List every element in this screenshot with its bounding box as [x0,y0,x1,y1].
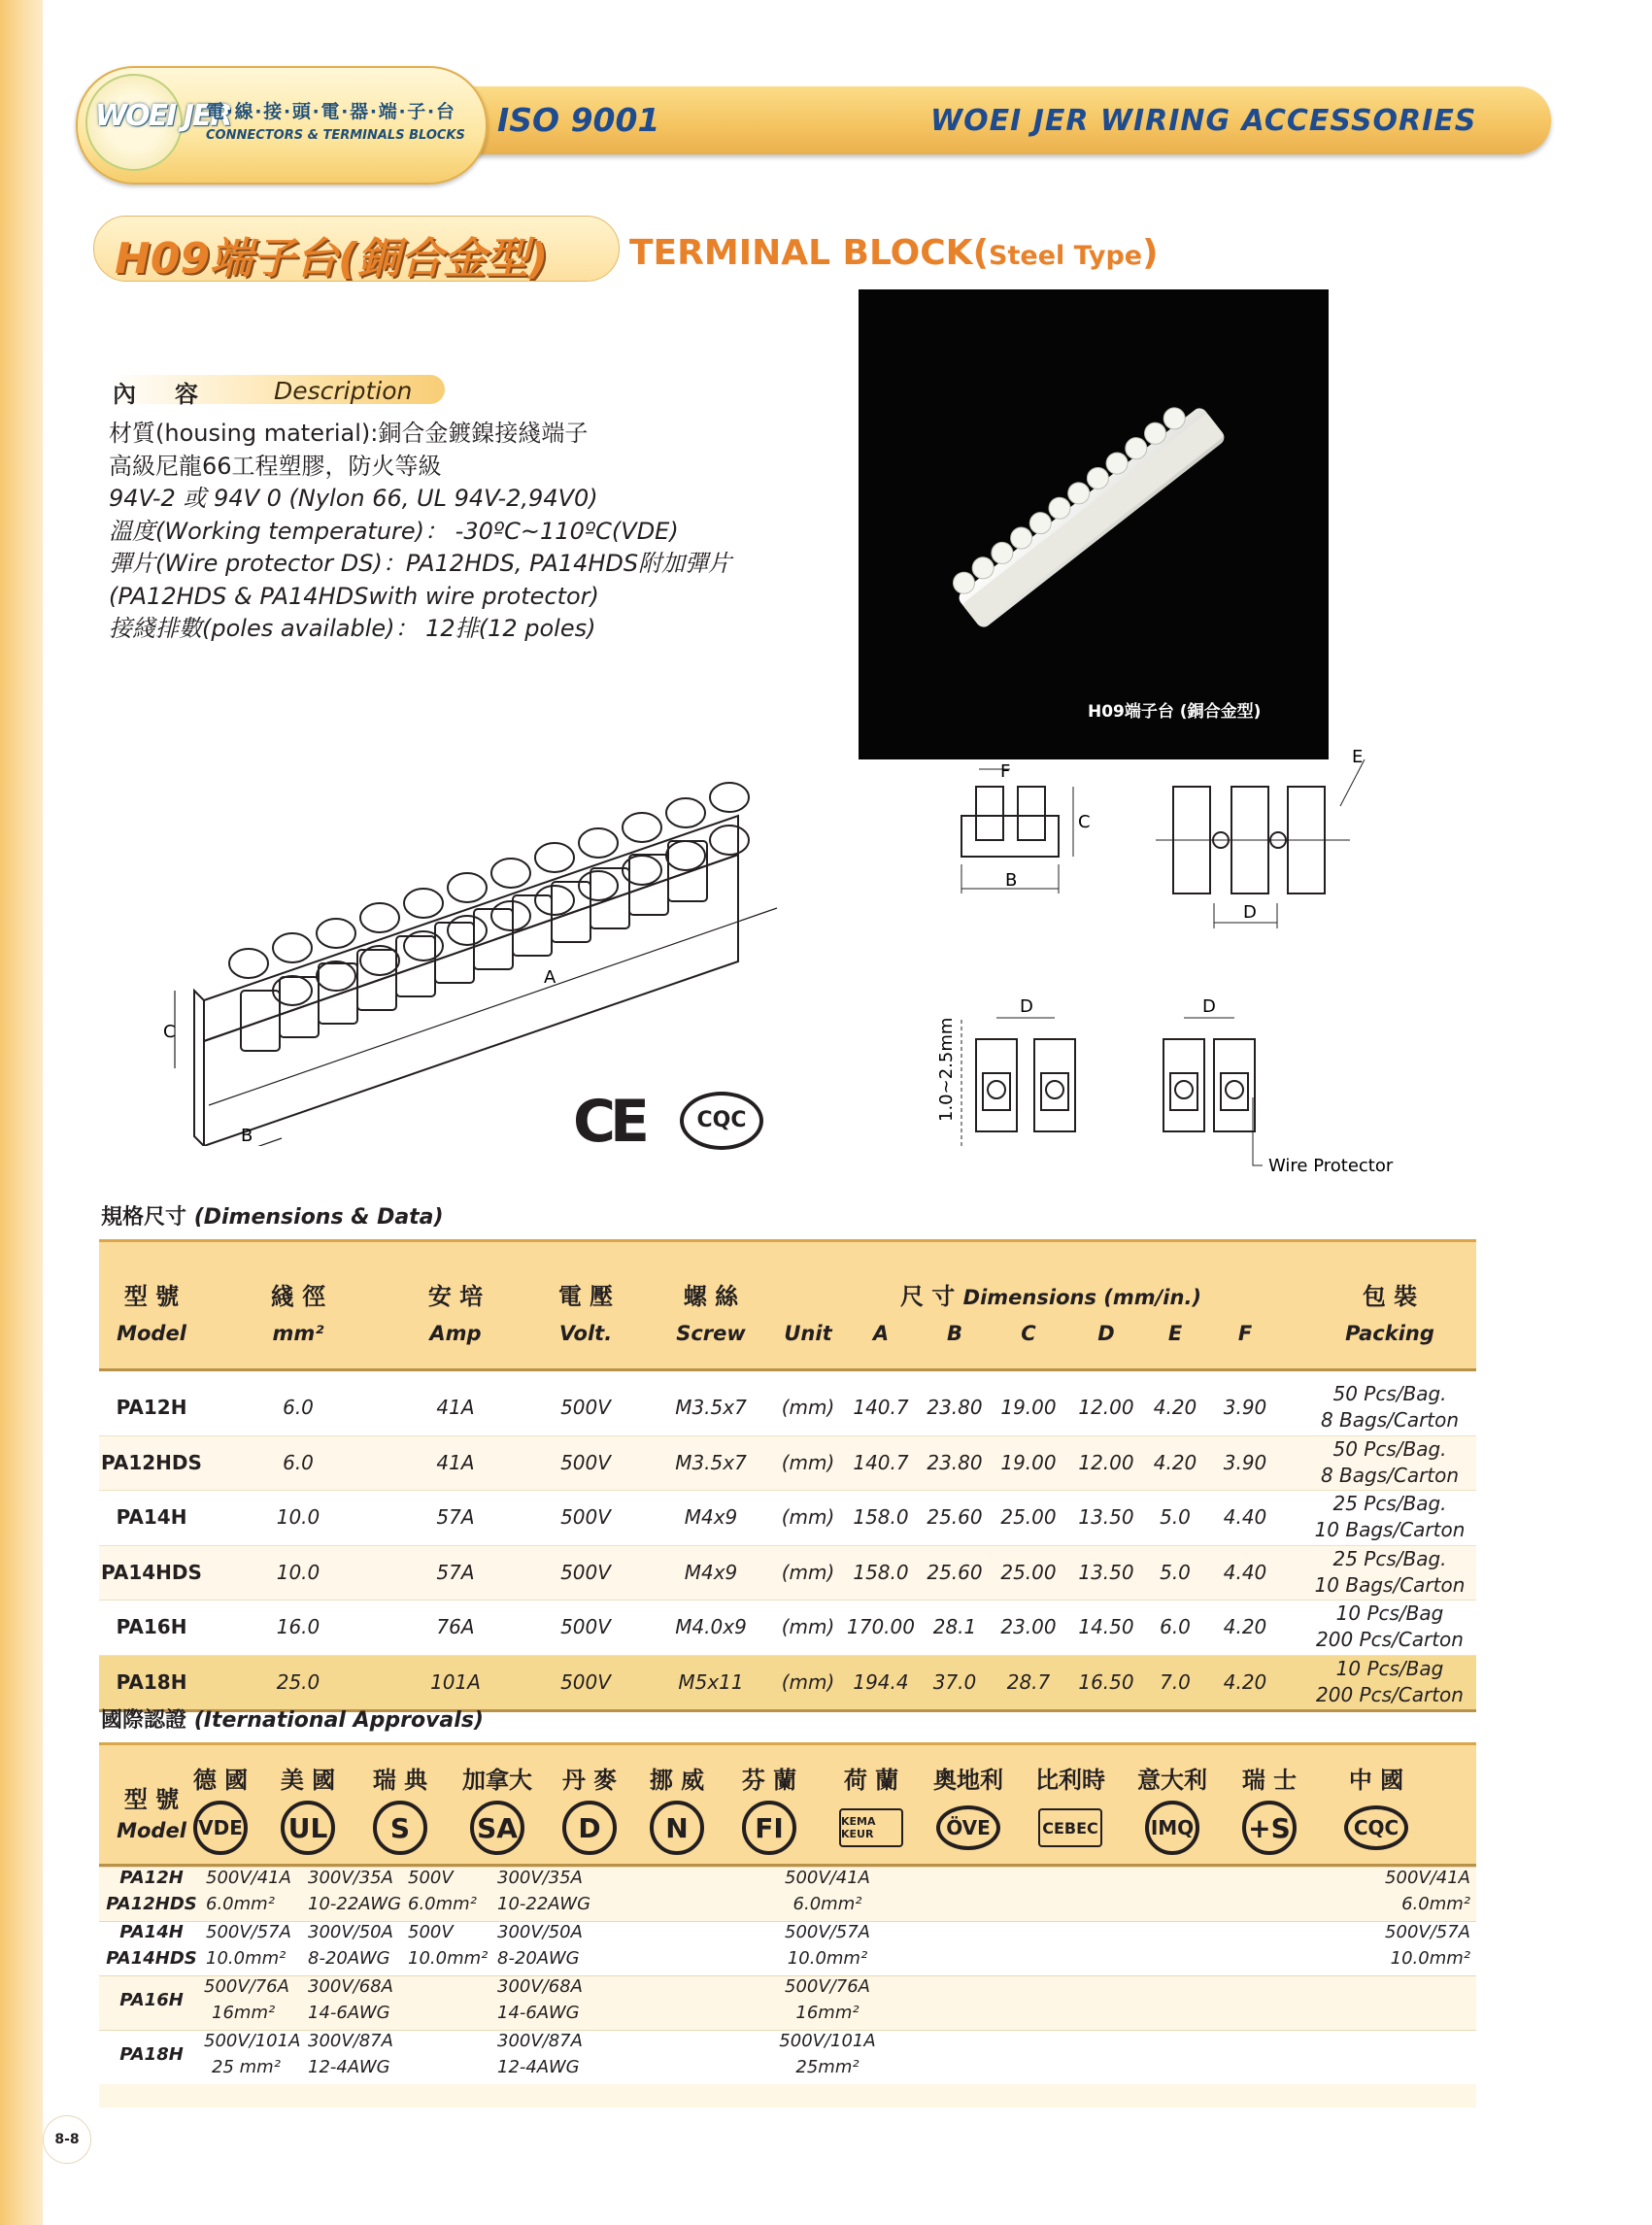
cell-e: 4.20 [1153,1396,1197,1419]
approval-value: 6.0mm² [792,1894,862,1914]
packing-line: 200 Pcs/Carton [1316,1628,1464,1651]
cell-d: 16.50 [1078,1669,1134,1694]
country-name: 中 國 [1348,1767,1404,1794]
approval-value: 300V/68A [308,1976,393,1997]
cell-mm2: 10.0 [276,1505,320,1529]
cell-d: 13.50 [1078,1505,1134,1529]
cell-b: 23.80 [927,1450,983,1474]
description-heading-en: Description [274,377,413,405]
approval-mark-text: SA [470,1801,524,1855]
approval-mark-text: KEMA KEUR [839,1808,903,1847]
approval-row [99,1975,1476,2010]
cell-f: 4.20 [1223,1669,1267,1694]
approval-value: 10.0mm² [787,1948,868,1969]
approvals-heading: 國際認證 (Iternational Approvals) [101,1708,484,1733]
header-volt-cn: 電 壓 [557,1283,614,1310]
approval-value: 500V/57A [1385,1922,1470,1942]
cell-b: 37.0 [932,1669,977,1694]
approval-model: PA12HDS [106,1894,197,1914]
cell-model: PA16H [116,1615,187,1638]
approval-value: 300V/87A [308,2031,393,2051]
label-range: 1.0~2.5mm [936,1017,957,1122]
description-line: 94V-2 或 94V 0 (Nylon 66, UL 94V-2,94V0) [109,485,598,512]
approval-value: 500V [408,1868,454,1888]
cell-e: 4.20 [1153,1450,1197,1474]
company-name-en: CONNECTORS & TERMINALS BLOCKS [206,128,465,143]
approval-row [99,1894,1476,1921]
approval-mark-icon [721,1800,818,1856]
approval-value: 10-22AWG [308,1894,402,1914]
approval-value: 300V/35A [308,1868,393,1888]
description-heading-cn: 內容 [113,381,237,408]
description-line: 彈片(Wire protector DS)：PA12HDS, PA14HDS附加彈片 [109,550,732,577]
cell-amp: 41A [436,1450,475,1474]
cell-e: 7.0 [1160,1669,1191,1694]
label-c: C [163,1022,176,1042]
technical-drawings [923,748,1408,1175]
cell-packing [1303,1491,1476,1543]
label-d-right: D [1202,996,1216,1017]
approval-value: 16mm² [795,2003,860,2023]
description-line: 材質(housing material):銅合金鍍鎳接綫端子 [109,420,589,447]
cell-mm2: 16.0 [276,1615,320,1638]
country-name: 丹 麥 [561,1767,618,1794]
cell-screw: M3.5x7 [675,1396,747,1419]
cell-amp: 57A [436,1560,475,1584]
cell-amp: 76A [436,1615,475,1638]
cell-d: 12.00 [1078,1450,1134,1474]
left-color-bar [0,0,43,2225]
approval-value: 300V/50A [308,1922,393,1942]
cell-mm2: 6.0 [283,1396,314,1419]
approval-value: 6.0mm² [206,1894,275,1914]
label-f: F [1000,761,1011,782]
cell-c: 19.00 [1000,1396,1057,1419]
cell-amp: 101A [430,1669,481,1694]
cell-mm2: 10.0 [276,1560,320,1584]
approval-value: 14-6AWG [497,2003,580,2023]
header-screw-cn: 螺 絲 [683,1283,739,1310]
approval-mark-text: FI [742,1801,796,1855]
cell-volt: 500V [560,1450,611,1474]
approval-value: 10.0mm² [206,1948,287,1969]
cell-volt: 500V [560,1396,611,1419]
cell-unit: (mm) [781,1615,835,1638]
header-amp-en: Amp [429,1322,482,1345]
packing-line: 25 Pcs/Bag. [1332,1546,1447,1570]
cell-b: 28.1 [932,1615,977,1638]
approval-mark-icon [172,1800,269,1856]
logo-mark: WOEI JER [95,99,231,133]
dimensions-table [99,1239,1476,1712]
cell-d: 14.50 [1078,1615,1134,1638]
country-name: 意大利 [1137,1767,1207,1794]
approval-row [99,2030,1476,2065]
approval-mark-text: D [562,1801,617,1855]
packing-line: 10 Bags/Carton [1314,1518,1466,1541]
approval-value: 8-20AWG [308,1948,390,1969]
header-packing-en: Packing [1345,1322,1434,1345]
packing-line: 8 Bags/Carton [1320,1463,1460,1487]
header-wire-cn: 綫 徑 [270,1283,326,1310]
description-line: 接綫排數(poles available)： 12排(12 poles) [109,615,596,642]
approval-value: 12-4AWG [308,2057,390,2077]
approval-mark-text: S [373,1801,427,1855]
approval-mark-text: IMQ [1145,1801,1199,1855]
approvals-model-cn: 型 號 [123,1786,180,1813]
cell-mm2: 6.0 [283,1450,314,1474]
label-c-side: C [1078,812,1091,832]
cell-c: 23.00 [1000,1615,1057,1638]
approval-mark-icon [1221,1800,1318,1856]
country-name: 德 國 [192,1767,249,1794]
cell-volt: 500V [560,1615,611,1638]
approvals-model-en: Model [117,1819,186,1842]
cell-packing [1303,1436,1476,1489]
cell-screw: M4x9 [684,1505,738,1529]
cell-unit: (mm) [781,1396,835,1419]
country-name: 芬 蘭 [741,1767,797,1794]
approval-mark-icon [1124,1800,1221,1856]
approval-mark-text: ÖVE [936,1805,1000,1850]
header-packing-cn: 包 裝 [1362,1283,1418,1310]
header-e: E [1167,1322,1183,1345]
packing-line: 25 Pcs/Bag. [1332,1492,1447,1515]
packing-line: 10 Pcs/Bag [1335,1656,1444,1680]
approval-model: PA18H [119,2044,184,2065]
approval-mark-icon [449,1800,546,1856]
approval-mark-icon [628,1800,725,1856]
approval-value: 6.0mm² [1401,1894,1470,1914]
header-a: A [872,1322,890,1345]
packing-line: 200 Pcs/Carton [1316,1682,1464,1706]
description-text [109,418,731,646]
approval-value: 500V/101A [204,2031,301,2051]
cell-packing [1303,1601,1476,1653]
approval-value: 500V/76A [204,1976,289,1997]
approval-mark-text: UL [281,1801,335,1855]
approval-mark-icon [541,1800,638,1856]
cell-volt: 500V [560,1669,611,1694]
approval-value: 6.0mm² [408,1894,477,1914]
approval-value: 300V/87A [497,2031,583,2051]
cell-f: 4.20 [1223,1615,1267,1638]
approval-mark-text: N [650,1801,704,1855]
header-amp-cn: 安 培 [427,1283,484,1310]
approval-value: 500V/41A [785,1868,870,1888]
approval-row [99,2057,1476,2084]
approval-model: PA14HDS [106,1948,197,1969]
approval-mark-text: CQC [1344,1805,1408,1850]
country-name: 荷 蘭 [843,1767,899,1794]
description-line: 溫度(Working temperature)： -30ºC~110ºC(VDE) [109,517,679,545]
cell-unit: (mm) [781,1560,835,1584]
dimensions-row [99,1601,1476,1656]
approval-mark-icon [259,1800,356,1856]
header-unit-en: Unit [784,1322,832,1345]
cqc-mark: CQC [680,1092,763,1150]
approval-model: PA16H [119,1990,184,2010]
cell-e: 5.0 [1160,1505,1191,1529]
header-model-en: Model [117,1322,186,1345]
dimensions-row [99,1436,1476,1492]
approval-value: 10-22AWG [497,1894,591,1914]
cell-screw: M4.0x9 [675,1615,747,1638]
approval-mark-icon [920,1800,1017,1856]
approvals-table [99,1742,1476,2107]
description-line: 高級尼龍66工程塑膠，防火等級 [109,452,442,480]
cell-b: 25.60 [927,1560,983,1584]
cell-unit: (mm) [781,1505,835,1529]
approval-row [99,1921,1476,1949]
dimensions-row [99,1546,1476,1601]
dimensions-table-header [99,1239,1476,1371]
cell-a: 140.7 [853,1396,909,1419]
header-model-cn: 型 號 [123,1283,180,1310]
cell-a: 158.0 [853,1505,909,1529]
approval-model: PA14H [119,1922,184,1942]
cell-b: 23.80 [927,1396,983,1419]
approval-mark-text: VDE [193,1801,248,1855]
approval-value: 300V/68A [497,1976,583,1997]
row-stripe [99,2084,1476,2107]
packing-line: 50 Pcs/Bag. [1332,1382,1447,1405]
cell-amp: 41A [436,1396,475,1419]
dimensions-heading: 規格尺寸 (Dimensions & Data) [101,1205,444,1230]
country-name: 挪 威 [649,1767,705,1794]
packing-line: 10 Pcs/Bag [1335,1601,1444,1625]
approval-value: 25 mm² [212,2057,281,2077]
cell-packing [1303,1546,1476,1599]
cell-f: 3.90 [1223,1450,1267,1474]
header-d: D [1097,1322,1115,1345]
cell-f: 4.40 [1223,1560,1267,1584]
header-dim-cn: 尺 寸 Dimensions (mm/in.) [899,1283,1202,1310]
approval-value: 500V/41A [1385,1868,1470,1888]
approval-value: 10.0mm² [408,1948,489,1969]
cell-b: 25.60 [927,1505,983,1529]
cell-a: 194.4 [853,1669,909,1694]
cell-a: 158.0 [853,1560,909,1584]
cell-a: 140.7 [853,1450,909,1474]
cell-amp: 57A [436,1505,475,1529]
approval-value: 8-20AWG [497,1948,580,1969]
approval-value: 300V/35A [497,1868,583,1888]
label-wire-protector: Wire Protector [1268,1156,1394,1175]
approval-value: 500V/101A [779,2031,876,2051]
approval-model: PA12H [119,1868,184,1888]
cell-c: 25.00 [1000,1505,1057,1529]
brand-title: WOEI JER WIRING ACCESSORIES [930,104,1477,138]
country-name: 比利時 [1035,1767,1105,1794]
cell-volt: 500V [560,1560,611,1584]
approval-mark-icon [823,1800,920,1856]
cell-mm2: 25.0 [276,1669,320,1694]
isometric-drawing [155,709,835,1146]
cell-e: 6.0 [1160,1615,1191,1638]
cell-screw: M5x11 [678,1669,744,1694]
approval-row [99,2003,1476,2030]
cell-f: 3.90 [1223,1396,1267,1419]
cell-model: PA12H [116,1396,187,1419]
approval-value: 25mm² [795,2057,860,2077]
label-e: E [1352,748,1364,767]
description-line: (PA12HDS & PA14HDSwith wire protector) [109,582,599,610]
cell-unit: (mm) [781,1669,835,1694]
product-photo [859,289,1329,759]
approval-mark-icon [1328,1800,1425,1856]
label-a: A [544,967,556,988]
company-name-cn: 電‧線‧接‧頭‧電‧器‧端‧子‧台 [206,101,456,122]
approval-mark-icon [1022,1800,1119,1856]
photo-caption: H09端子台 (銅合金型) [1088,702,1262,722]
cell-screw: M3.5x7 [675,1450,747,1474]
approval-mark-text: CEBEC [1038,1808,1102,1847]
approval-value: 500V/41A [206,1868,291,1888]
cell-c: 25.00 [1000,1560,1057,1584]
country-name: 奧地利 [933,1767,1003,1794]
approval-value: 500V/57A [785,1922,870,1942]
header-c: C [1021,1322,1036,1345]
label-d-left: D [1020,996,1033,1017]
country-name: 美 國 [280,1767,336,1794]
approval-value: 16mm² [212,2003,276,2023]
approval-mark-icon [352,1800,449,1856]
header-b: B [946,1322,962,1345]
title-en: TERMINAL BLOCK(Steel Type) [629,233,1159,273]
cell-e: 5.0 [1160,1560,1191,1584]
packing-line: 50 Pcs/Bag. [1332,1436,1447,1461]
approval-row [99,1867,1476,1895]
approvals-table-header [99,1742,1476,1867]
approval-value: 500V [408,1922,454,1942]
label-d-top: D [1243,902,1257,923]
approval-value: 10.0mm² [1390,1948,1470,1969]
cell-volt: 500V [560,1505,611,1529]
cell-a: 170.00 [847,1615,915,1638]
ce-mark: CE [573,1088,645,1156]
approvals-table-body [99,1867,1476,2107]
approval-row [99,1948,1476,1975]
header-wire-en: mm² [272,1322,324,1345]
cell-c: 19.00 [1000,1450,1057,1474]
label-b: B [241,1126,253,1146]
iso-label: ISO 9001 [497,101,660,139]
cell-f: 4.40 [1223,1505,1267,1529]
packing-line: 10 Bags/Carton [1314,1572,1466,1597]
cell-packing [1303,1656,1476,1708]
cell-model: PA12HDS [101,1450,202,1474]
dimensions-row [99,1491,1476,1546]
approval-value: 12-4AWG [497,2057,580,2077]
cell-screw: M4x9 [684,1560,738,1584]
approval-value: 500V/76A [785,1976,870,1997]
country-name: 瑞 士 [1241,1767,1298,1794]
page-number: 8-8 [43,2115,91,2164]
approval-value: 300V/50A [497,1922,583,1942]
country-name: 加拿大 [462,1767,532,1794]
packing-line: 8 Bags/Carton [1320,1408,1460,1432]
cell-model: PA14HDS [101,1560,202,1584]
approval-mark-text: +S [1242,1801,1297,1855]
header-volt-en: Volt. [558,1322,613,1345]
cell-unit: (mm) [781,1450,835,1474]
header-screw-en: Screw [676,1322,746,1345]
approval-value: 500V/57A [206,1922,291,1942]
dimensions-row [99,1381,1476,1436]
cell-model: PA14H [116,1505,187,1529]
cell-d: 12.00 [1078,1396,1134,1419]
cell-model: PA18H [116,1669,187,1694]
cell-packing [1303,1381,1476,1433]
header-f: F [1237,1322,1253,1345]
country-name: 瑞 典 [372,1767,428,1794]
cell-d: 13.50 [1078,1560,1134,1584]
title-cn: H09端子台(銅合金型) [115,234,549,284]
cell-c: 28.7 [1006,1669,1051,1694]
approval-value: 14-6AWG [308,2003,390,2023]
label-b-side: B [1005,870,1018,891]
